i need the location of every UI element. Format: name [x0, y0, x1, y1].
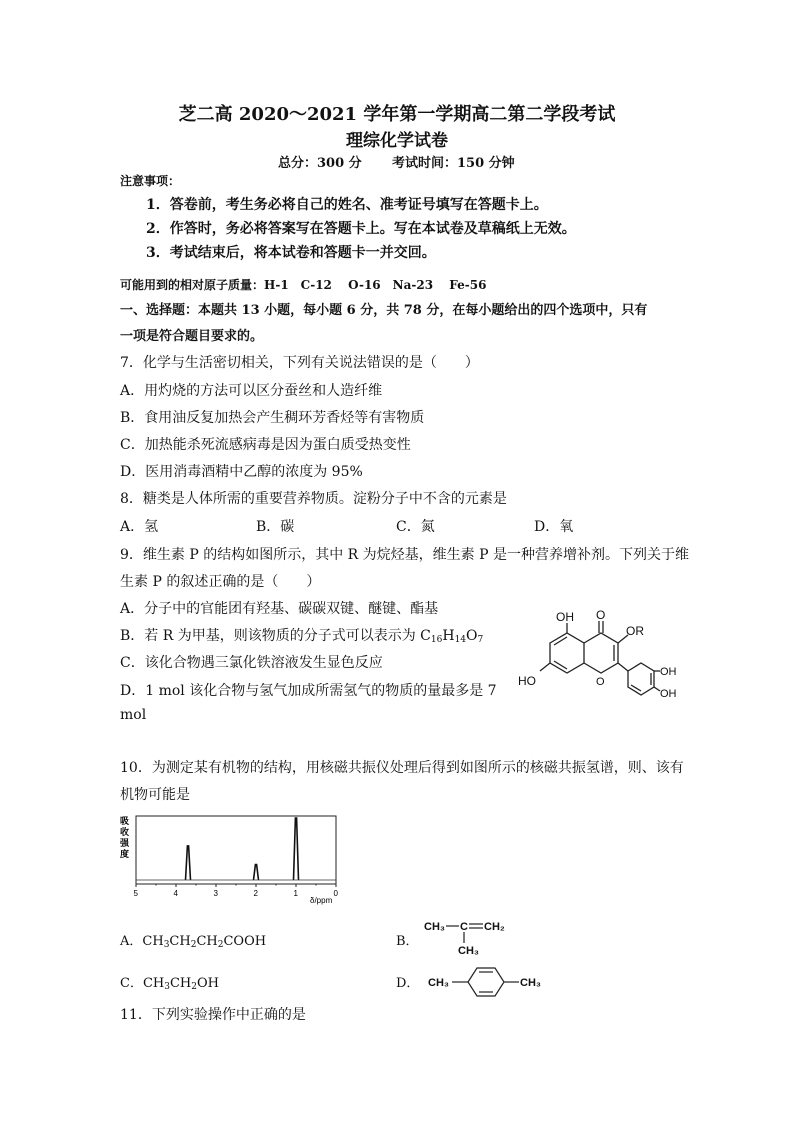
notice-item-1: 1．答卷前，考生务必将自己的姓名、准考证号填写在答题卡上。 — [146, 197, 548, 213]
label-ring-o: O — [596, 676, 605, 688]
x-tick-label-3: 3 — [213, 889, 218, 898]
x-tick-label-2: 2 — [253, 889, 258, 898]
x-tick-label-4: 4 — [173, 889, 178, 898]
ylabel-char-3: 强 — [120, 838, 130, 848]
section1-line2: 一项是符合题目要求的。 — [120, 329, 264, 344]
q10-option-b-structure — [420, 912, 520, 958]
q8-option-b: B．碳 — [256, 519, 295, 535]
q8-option-c: C．氮 — [396, 519, 435, 535]
plot-frame — [136, 816, 336, 884]
q7-option-b: B．食用油反复加热会产生稠环芳香烃等有害物质 — [120, 410, 425, 426]
q10-option-c: C．$CH_3CH_2OH$ — [120, 976, 219, 992]
q7-option-a: A．用灼烧的方法可以区分蚕丝和人造纤维 — [120, 383, 383, 399]
notice-heading: 注意事项： — [120, 174, 181, 188]
q8-option-a: A．氢 — [120, 519, 159, 535]
q11-stem: 11．下列实验操作中正确的是 — [120, 1007, 306, 1023]
exam-subtitle: 理综化学试卷 — [346, 131, 448, 151]
q10-stem-line1: 10．为测定某有机物的结构，用核磁共振仪处理后得到如图所示的核磁共振氢谱，则、该有 — [120, 760, 684, 776]
vitamin-p-structure — [510, 605, 677, 715]
q8-stem: 8．糖类是人体所需的重要营养物质。淀粉分子中不含的元素是 — [120, 491, 507, 507]
q7-option-d: D．医用消毒酒精中乙醇的浓度为 95% — [120, 464, 363, 480]
left-ring — [550, 633, 584, 673]
label-oh-1: OH — [660, 666, 677, 678]
q9-stem-line1: 9．维生素 P 的结构如图所示，其中 R 为烷烃基，维生素 P 是一种营养增补剂。下列关于维 — [120, 547, 689, 563]
q9-option-d-line1: D．1 mol 该化合物与氢气加成所需氢气的物质的量最多是 7 — [120, 683, 497, 699]
x-tick-label-0: 0 — [333, 889, 338, 898]
q9-option-c: C．该化合物遇三氯化铁溶液发生显色反应 — [120, 655, 383, 671]
exam-title: 芝二高 2020～2021 学年第一学期高二第二学段考试 — [178, 104, 616, 125]
total-score: 总分：300 分 — [278, 156, 362, 171]
q9-option-d-line2: mol — [120, 707, 147, 723]
q10-option-a: A．$CH_3CH_2CH_2COOH$ — [120, 934, 267, 950]
exam-time: 考试时间：150 分钟 — [392, 156, 515, 171]
ylabel-char-2: 收 — [120, 827, 130, 837]
nmr-peak-3 — [294, 818, 299, 880]
b-c: C — [460, 921, 468, 933]
q10-stem-line2: 机物可能是 — [120, 787, 190, 803]
x-axis-label: δ/ppm — [310, 896, 333, 905]
label-oh-2: OH — [660, 688, 677, 700]
q9-option-b: B．若 R 为甲基，则该物质的分子式可以表示为 $C_{16}H_{14}O_7$ — [120, 628, 484, 645]
label-or: OR — [626, 624, 644, 638]
x-tick-label-5: 5 — [133, 889, 138, 898]
q8-option-d: D．氧 — [534, 519, 574, 535]
atomic-masses: 可能用到的相对原子质量：H-1 C-12 O-16 Na-23 Fe-56 — [120, 278, 487, 292]
ylabel-char-4: 度 — [120, 849, 130, 859]
q9-option-a: A．分子中的官能团有羟基、碳碳双键、醚键、酯基 — [120, 601, 439, 617]
notice-item-3: 3．考试结束后，将本试卷和答题卡一并交回。 — [146, 245, 436, 261]
notice-item-2: 2．作答时，务必将答案写在答题卡上。写在本试卷及草稿纸上无效。 — [146, 221, 576, 237]
pyranone-ring — [584, 633, 618, 673]
d-ch3-left: CH₃ — [428, 977, 449, 989]
nmr-spectrum-chart — [118, 812, 358, 908]
nmr-peak-2 — [254, 865, 259, 881]
x-tick-label-1: 1 — [293, 889, 298, 898]
label-oh-top: OH — [556, 610, 574, 624]
label-carbonyl-o: O — [596, 608, 606, 622]
right-ring — [628, 663, 654, 695]
q7-option-c: C．加热能杀死流感病毒是因为蛋白质受热变性 — [120, 437, 411, 453]
d-ch3-right: CH₃ — [520, 977, 541, 989]
section1-line1: 一、选择题：本题共 13 小题，每小题 6 分，共 78 分，在每小题给出的四个选项中，只有 — [120, 303, 648, 318]
b-ch2: CH₂ — [484, 921, 505, 933]
ylabel-char-1: 吸 — [120, 816, 130, 826]
label-ho: HO — [518, 674, 536, 688]
q10-option-b-label: B． — [396, 934, 419, 949]
b-ch3-bottom: CH₃ — [458, 945, 479, 957]
q7-stem: 7．化学与生活密切相关，下列有关说法错误的是（ ） — [120, 355, 479, 371]
q9-stem-line2: 生素 P 的叙述正确的是（ ） — [120, 574, 321, 590]
q10-option-d-label: D． — [396, 976, 420, 991]
nmr-peak-1 — [186, 846, 191, 880]
q10-option-d-structure — [424, 962, 554, 1000]
b-ch3-left: CH₃ — [424, 921, 445, 933]
